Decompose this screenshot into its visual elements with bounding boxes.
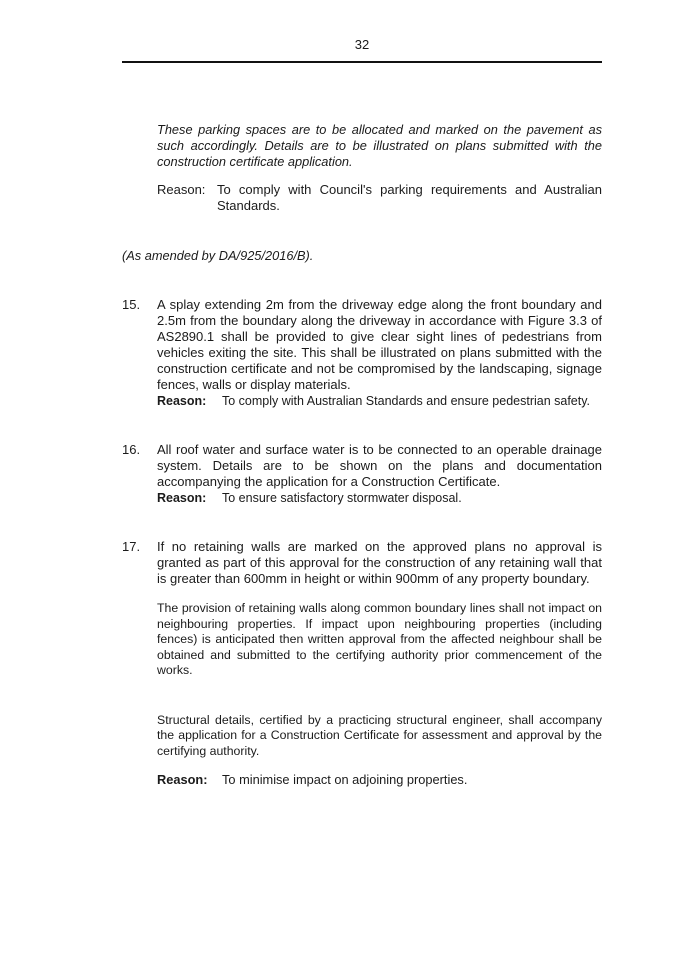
condition-reason xyxy=(157,393,602,409)
condition-reason-text: To minimise impact on adjoining properties. xyxy=(222,772,468,787)
condition-number: 17. xyxy=(122,539,141,554)
condition-reason xyxy=(157,490,602,506)
text-column xyxy=(122,0,602,788)
condition-body xyxy=(157,442,602,506)
condition-reason xyxy=(157,772,602,788)
intro-reason xyxy=(157,182,602,214)
condition-text: A splay extending 2m from the driveway edge along the front boundary and 2.5m from the boundary along the driveway in accordance with Figure 3.3 of AS2890.1 shall be provided to give clear sight lines of pedestrians from vehicles exiting the site. This shall be illustrated on plans submitted with the construction certificate and not be compromised by the landscaping, signage fences, walls or display materials. xyxy=(157,297,602,392)
condition-reason-label: Reason: xyxy=(157,394,207,408)
condition-number: 15. xyxy=(122,297,141,312)
intro-reason-label: Reason: xyxy=(157,182,206,197)
header-rule xyxy=(122,61,602,63)
intro-italic-paragraph: These parking spaces are to be allocated and marked on the pavement as such accordingly. Details are to be illustrated on plans submitted with the construction certificate application. xyxy=(157,122,602,169)
condition-reason-text: To ensure satisfactory stormwater disposal. xyxy=(222,491,462,505)
condition-text: If no retaining walls are marked on the approved plans no approval is granted as part of this approval for the construction of any retaining wall that is greater than 600mm in height or within 900mm of any property boundary. xyxy=(157,539,602,586)
condition-reason-label: Reason: xyxy=(157,772,208,787)
condition-item-17 xyxy=(122,539,602,788)
amended-note: (As amended by DA/925/2016/B). xyxy=(122,248,314,263)
page-number: 32 xyxy=(354,37,370,52)
condition-reason-text: To comply with Australian Standards and ensure pedestrian safety. xyxy=(222,394,591,408)
condition-subparagraph-1: The provision of retaining walls along common boundary lines shall not impact on neighbouring properties. If impact upon neighbouring properties (including fences) is anticipated then written approval from the affected neighbour shall be obtained and submitted to the certifying authority prior commencement of the works. xyxy=(157,601,602,677)
condition-item-15 xyxy=(122,297,602,409)
condition-reason-label: Reason: xyxy=(157,491,207,505)
condition-text: All roof water and surface water is to be connected to an operable drainage system. Details are to be shown on the plans and documentation accompanying the application for a Construction Certificate. xyxy=(157,442,602,489)
condition-body xyxy=(157,297,602,409)
condition-item-16 xyxy=(122,442,602,506)
condition-body xyxy=(157,539,602,788)
intro-reason-text: To comply with Council's parking requirements and Australian Standards. xyxy=(217,182,602,213)
condition-subparagraph-2: Structural details, certified by a practicing structural engineer, shall accompany the application for a Construction Certificate for assessment and approval by the certifying authority. xyxy=(157,712,602,758)
condition-number: 16. xyxy=(122,442,141,457)
